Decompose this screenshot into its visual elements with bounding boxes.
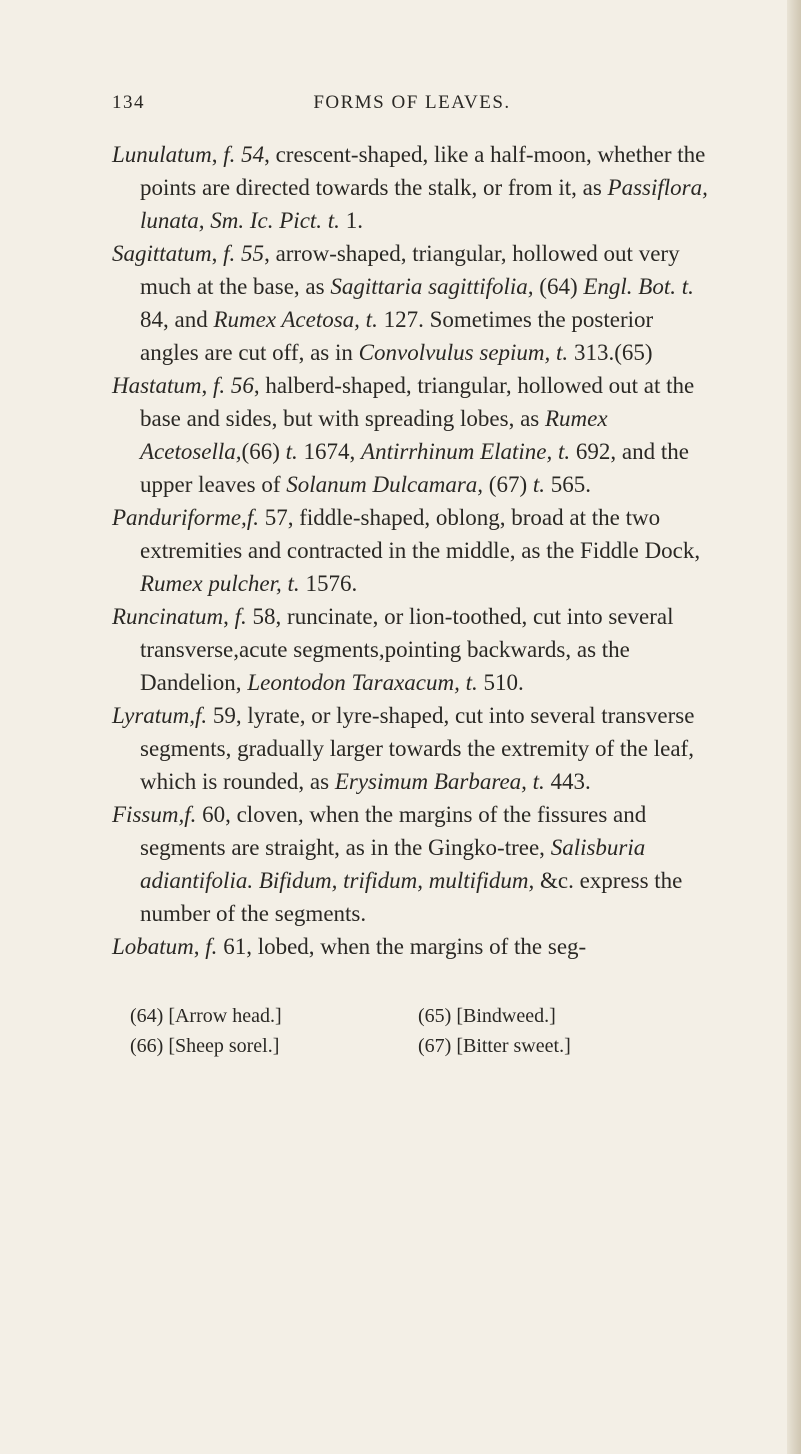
entry-lobatum: Lobatum, f. 61, lobed, when the margins of the seg- (112, 934, 587, 959)
figure-ref: f. (234, 604, 247, 629)
term: Lyratum, (112, 703, 196, 728)
figure-ref: f. (205, 934, 218, 959)
entry-fissum: Fissum,f. 60, cloven, when the margins of the fissures and segments are straight, as in the Gingko-tree, Salisburia adiantifolia. Bifidum, trifidum, multifidum, &c. express the number of the segments. (112, 802, 683, 926)
entry-panduriforme: Panduriforme,f. 57, fiddle-shaped, oblong, broad at the two extremities and contracted in the middle, as the Fiddle Dock, Rumex pulcher, t. 1576. (112, 505, 701, 596)
footnote-row (130, 1001, 730, 1031)
entry-lunulatum: Lunulatum, f. 54, crescent-shaped, like a half-moon, whether the points are directed towards the stalk, or from it, as Passiflora, lunata, Sm. Ic. Pict. t. 1. (112, 142, 708, 233)
entry-runcinatum: Runcinatum, f. 58, runcinate, or lion-toothed, cut into several transverse,acute segments,pointing backwards, as the Dandelion, Leontodon Taraxacum, t. 510. (112, 604, 674, 695)
entry-sagittatum: Sagittatum, f. 55, arrow-shaped, triangular, hollowed out very much at the base, as Sagittaria sagittifolia, (64) Engl. Bot. t. 84, and Rumex Acetosa, t. 127. Sometimes the posterior angles are cut off, as in Convolvulus sepium, t. 313.(65) (112, 241, 694, 365)
term: Hastatum (112, 373, 202, 398)
running-header (112, 92, 712, 122)
figure-ref: f. 54 (223, 142, 265, 167)
figure-ref: f. (184, 802, 197, 827)
body-text (112, 138, 712, 963)
footnote-66: (66) [Sheep sorel.] (130, 1035, 280, 1057)
term: Sagittatum (112, 241, 212, 266)
footnote-65: (65) [Bindweed.] (418, 1005, 556, 1027)
term: Runcinatum (112, 604, 224, 629)
term: Lobatum (112, 934, 194, 959)
figure-ref: f. 55 (223, 241, 265, 266)
term: Lunulatum (112, 142, 212, 167)
footnote-row (130, 1031, 730, 1061)
figure-ref: f. 56 (212, 373, 254, 398)
footnotes (130, 1001, 730, 1061)
term: Fissum, (112, 802, 185, 827)
footnote-64: (64) [Arrow head.] (130, 1005, 282, 1027)
term: Panduriforme, (112, 505, 247, 530)
footnote-67: (67) [Bitter sweet.] (418, 1035, 571, 1057)
figure-ref: f. (246, 505, 259, 530)
running-title: FORMS OF LEAVES. (313, 92, 511, 113)
page-edge (787, 0, 801, 1454)
entry-lyratum: Lyratum,f. 59, lyrate, or lyre-shaped, cut into several transverse segments, gradually larger towards the extremity of the leaf, which is rounded, as Erysimum Barbarea, t. 443. (112, 703, 695, 794)
figure-ref: f. (195, 703, 208, 728)
entry-hastatum: Hastatum, f. 56, halberd-shaped, triangular, hollowed out at the base and sides, but with spreading lobes, as Rumex Acetosella,(66) t. 1674, Antirrhinum Elatine, t. 692, and the upper leaves of Solanum Dulcamara, (67) t. 565. (112, 373, 695, 497)
page-number: 134 (112, 92, 145, 113)
